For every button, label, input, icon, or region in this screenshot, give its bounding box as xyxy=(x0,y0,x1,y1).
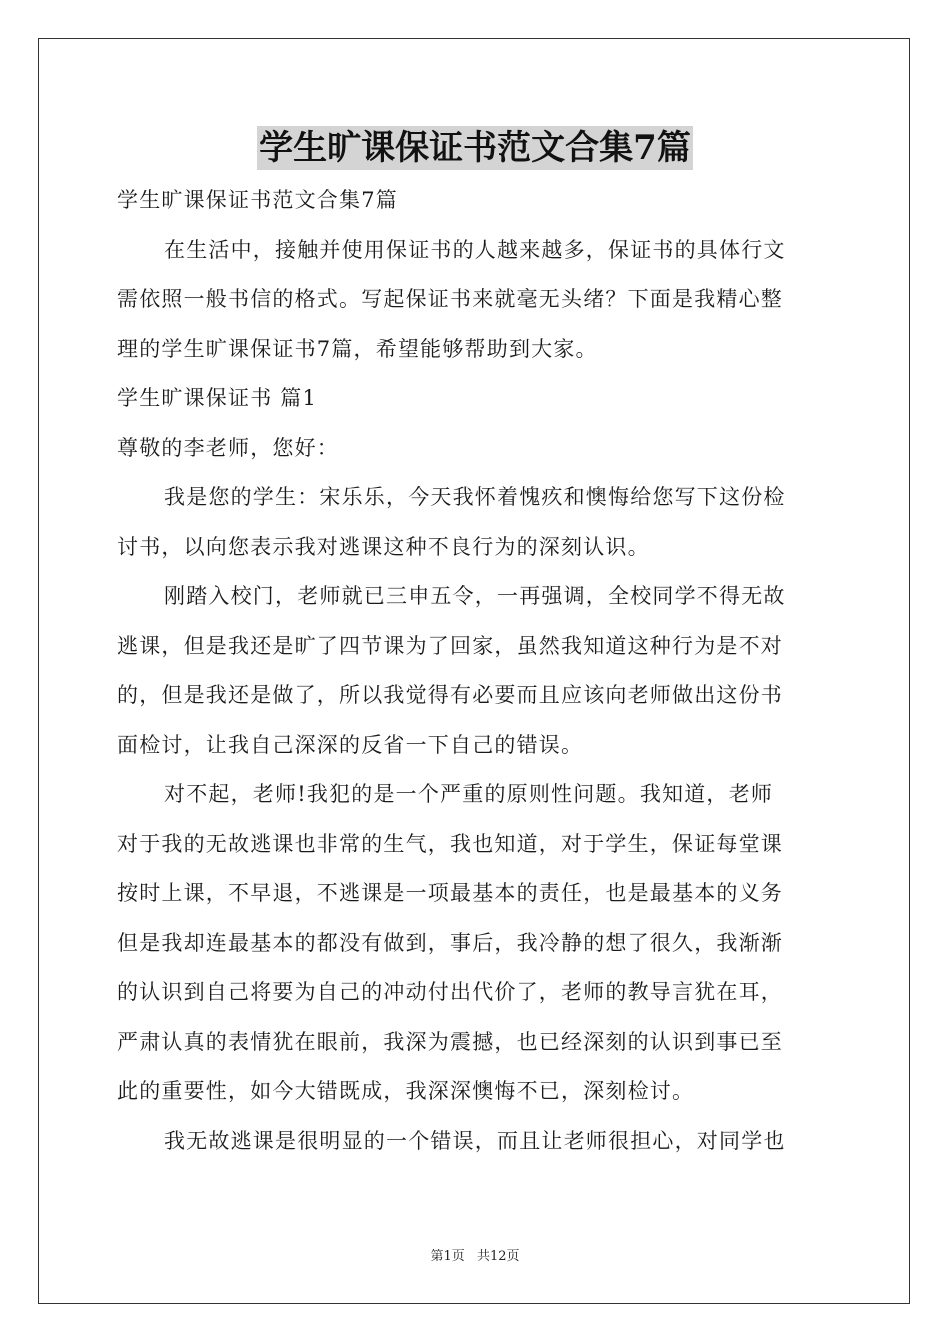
document-title: 学生旷课保证书范文合集7篇 xyxy=(259,128,691,168)
text-line: 理的学生旷课保证书7篇，希望能够帮助到大家。 xyxy=(117,336,598,361)
text-line: 刚踏入校门，老师就已三申五令，一再强调，全校同学不得无故 xyxy=(164,584,786,608)
text-line: 在生活中，接触并使用保证书的人越来越多，保证书的具体行文 xyxy=(164,237,786,262)
page-number: 第1页 xyxy=(430,1249,465,1264)
text-line: 需依照一般书信的格式。写起保证书来就毫无头绪？下面是我精心整 xyxy=(117,287,783,311)
text-line: 对于我的无故逃课也非常的生气，我也知道，对于学生，保证每堂课 xyxy=(117,831,783,856)
text-line: 我无故逃课是很明显的一个错误，而且让老师很担心，对同学也 xyxy=(164,1128,786,1153)
page-total: 共12页 xyxy=(476,1249,520,1264)
text-line: 按时上课，不早退，不逃课是一项最基本的责任，也是最基本的义务 xyxy=(117,881,783,905)
document-body xyxy=(117,176,833,1166)
page-footer xyxy=(0,1245,950,1264)
text-line: 逃课，但是我还是旷了四节课为了回家，虽然我知道这种行为是不对 xyxy=(117,633,783,658)
text-line: 学生旷课保证书 篇1 xyxy=(117,386,318,410)
text-line: 此的重要性，如今大错既成，我深深懊悔不已，深刻检讨。 xyxy=(117,1079,695,1103)
text-line: 对不起，老师!我犯的是一个严重的原则性问题。我知道，老师 xyxy=(164,782,774,806)
text-line: 的，但是我还是做了，所以我觉得有必要而且应该向老师做出这份书 xyxy=(117,683,783,707)
text-line: 面检讨，让我自己深深的反省一下自己的错误。 xyxy=(117,732,584,757)
text-line: 严肃认真的表情犹在眼前，我深为震撼，也已经深刻的认识到事已至 xyxy=(117,1029,783,1054)
document-subtitle: 学生旷课保证书范文合集7篇 xyxy=(117,188,398,212)
text-line: 的认识到自己将要为自己的冲动付出代价了，老师的教导言犹在耳， xyxy=(117,980,783,1004)
text-line: 讨书，以向您表示我对逃课这种不良行为的深刻认识。 xyxy=(117,534,650,559)
text-line: 尊敬的李老师，您好： xyxy=(117,435,339,460)
title-container xyxy=(0,126,950,170)
text-line: 但是我却连最基本的都没有做到，事后，我冷静的想了很久，我渐渐 xyxy=(117,930,783,955)
text-line: 我是您的学生：宋乐乐，今天我怀着愧疚和懊悔给您写下这份检 xyxy=(164,485,786,509)
